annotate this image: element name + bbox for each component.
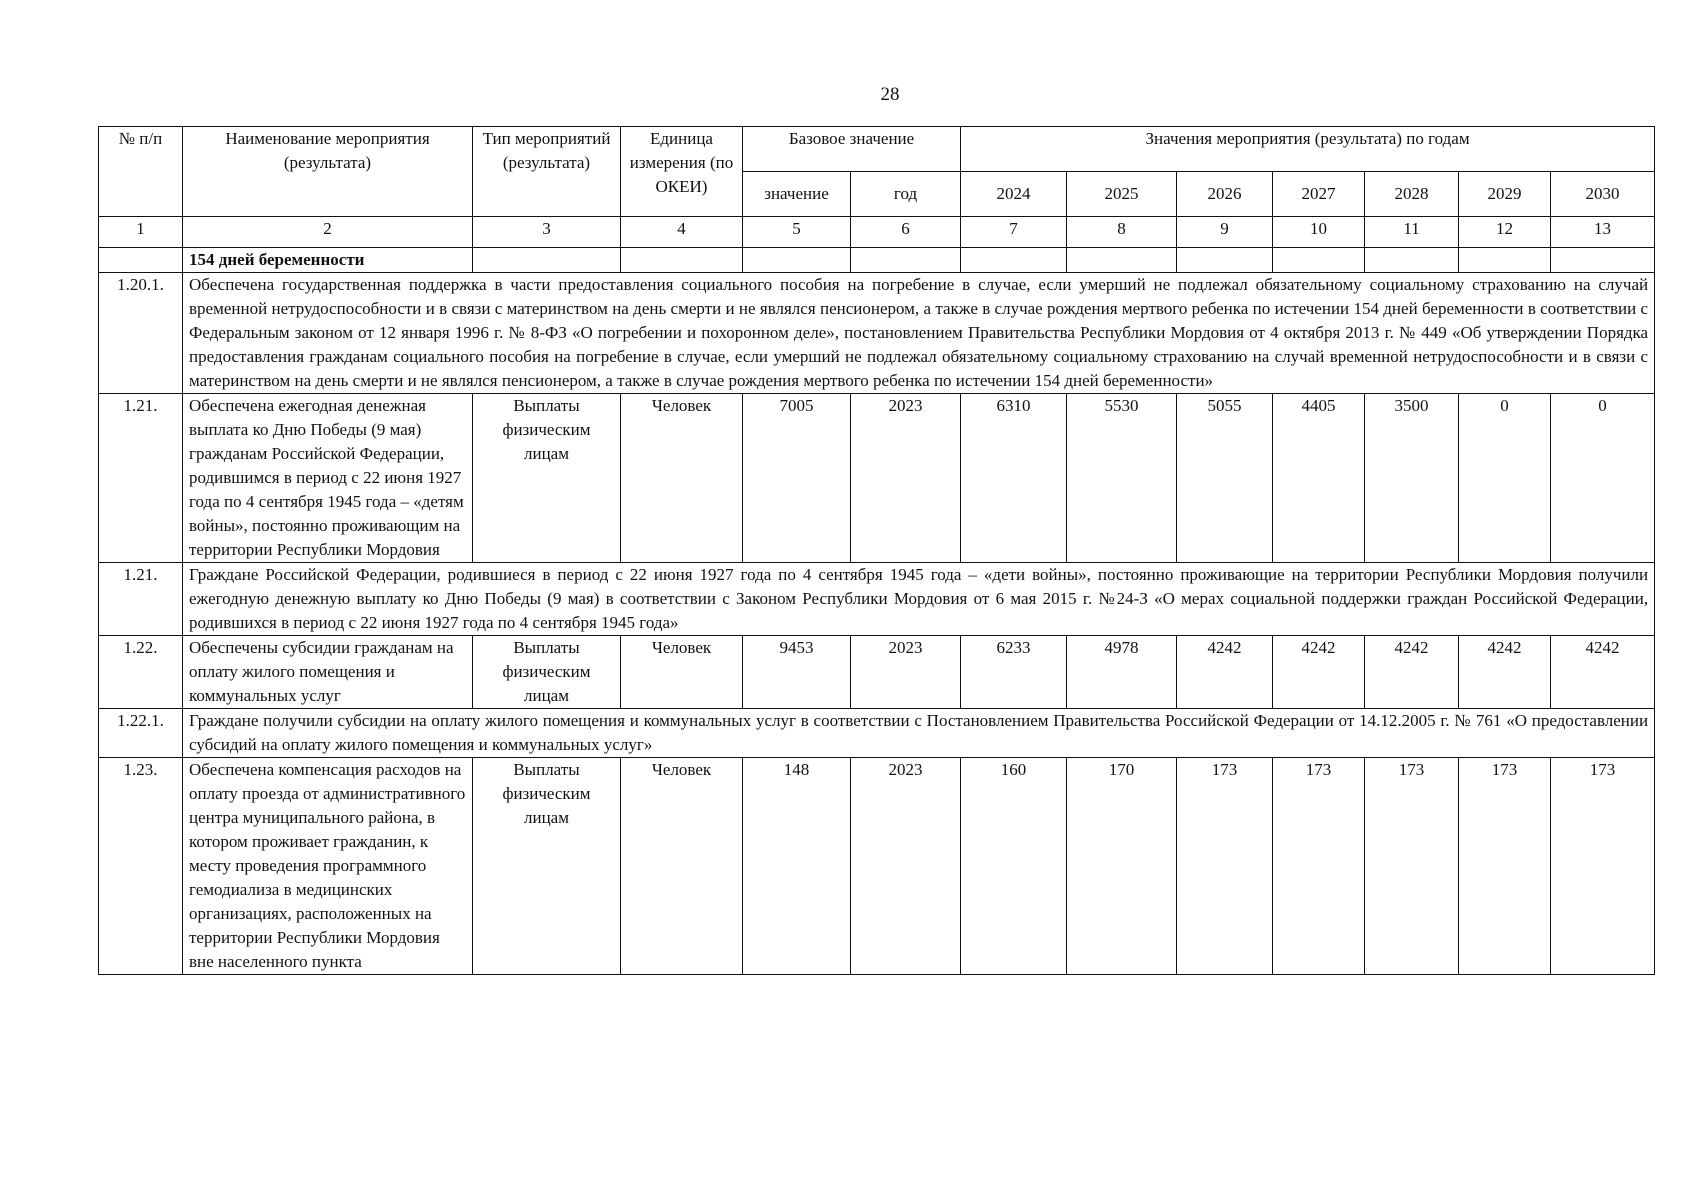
result-description-row xyxy=(99,273,1655,394)
measure-name: Обеспечены субсидии гражданам на оплату жилого помещения и коммунальных услуг xyxy=(183,636,473,709)
measure-type: Выплаты физическим лицам xyxy=(473,394,621,563)
measure-type: Выплаты физическим лицам xyxy=(473,758,621,975)
year-value: 6233 xyxy=(961,636,1067,709)
measures-table xyxy=(98,126,1655,975)
empty-cell xyxy=(473,248,621,273)
base-year: 2023 xyxy=(851,758,961,975)
measure-name: Обеспечена компенсация расходов на оплату проезда от административного центра муниципального района, в котором проживает гражданин, к месту проведения программного гемодиализа в медицинских организациях, расположенных на территории Республики Мордовия вне населенного пункта xyxy=(183,758,473,975)
year-value: 173 xyxy=(1459,758,1551,975)
year-value: 4405 xyxy=(1273,394,1365,563)
year-value: 4242 xyxy=(1551,636,1655,709)
empty-cell xyxy=(1273,248,1365,273)
header-years: Значения мероприятия (результата) по годам xyxy=(961,127,1655,172)
column-number: 12 xyxy=(1459,217,1551,248)
column-number: 13 xyxy=(1551,217,1655,248)
empty-cell xyxy=(1551,248,1655,273)
header-year: 2026 xyxy=(1177,172,1273,217)
measure-name: Обеспечена ежегодная денежная выплата ко Дню Победы (9 мая) гражданам Российской Федерации, родившимся в период с 22 июня 1927 года по 4 сентября 1945 года – «детям войны», постоянно проживающим на территории Республики Мордовия xyxy=(183,394,473,563)
header-num: № п/п xyxy=(99,127,183,217)
column-number: 11 xyxy=(1365,217,1459,248)
year-value: 173 xyxy=(1551,758,1655,975)
header-year: 2025 xyxy=(1067,172,1177,217)
continuation-text: 154 дней беременности xyxy=(183,248,473,273)
year-value: 160 xyxy=(961,758,1067,975)
year-value: 0 xyxy=(1551,394,1655,563)
column-number: 5 xyxy=(743,217,851,248)
year-value: 173 xyxy=(1365,758,1459,975)
result-description-row xyxy=(99,563,1655,636)
empty-cell xyxy=(851,248,961,273)
header-row xyxy=(99,127,1655,172)
header-year: 2027 xyxy=(1273,172,1365,217)
empty-cell xyxy=(1177,248,1273,273)
row-number: 1.23. xyxy=(99,758,183,975)
continuation-row xyxy=(99,248,1655,273)
empty-cell xyxy=(1365,248,1459,273)
column-number: 4 xyxy=(621,217,743,248)
measure-row xyxy=(99,394,1655,563)
column-number: 7 xyxy=(961,217,1067,248)
column-number: 3 xyxy=(473,217,621,248)
header-unit: Единица измерения (по ОКЕИ) xyxy=(621,127,743,217)
base-value: 148 xyxy=(743,758,851,975)
result-description: Граждане получили субсидии на оплату жилого помещения и коммунальных услуг в соответствии с Постановлением Правительства Российской Федерации от 14.12.2005 г. № 761 «О предоставлении субсидий на оплату жилого помещения и коммунальных услуг» xyxy=(183,709,1655,758)
measure-type: Выплаты физическим лицам xyxy=(473,636,621,709)
column-number: 10 xyxy=(1273,217,1365,248)
year-value: 4978 xyxy=(1067,636,1177,709)
year-value: 3500 xyxy=(1365,394,1459,563)
header-name: Наименование мероприятия (результата) xyxy=(183,127,473,217)
empty-cell xyxy=(99,248,183,273)
result-description: Обеспечена государственная поддержка в части предоставления социального пособия на погребение в случае, если умерший не подлежал обязательному социальному страхованию на случай временной нетрудоспособности и в связи с материнством на день смерти и не являлся пенсионером, а также в случае рождения мертвого ребенка по истечении 154 дней беременности в соответствии с Федеральным законом от 12 января 1996 г. № 8-ФЗ «О погребении и похоронном деле», постановлением Правительства Республики Мордовия от 4 октября 2013 г. № 449 «Об утверждении Порядка предоставления гражданам социального пособия на погребение в случае, если умерший не подлежал обязательному социальному страхованию на случай временной нетрудоспособности и в связи с материнством на день смерти и не являлся пенсионером, а также в случае рождения мертвого ребенка по истечении 154 дней беременности» xyxy=(183,273,1655,394)
year-value: 173 xyxy=(1273,758,1365,975)
row-number: 1.22.1. xyxy=(99,709,183,758)
column-number: 2 xyxy=(183,217,473,248)
base-value: 9453 xyxy=(743,636,851,709)
base-year: 2023 xyxy=(851,394,961,563)
year-value: 6310 xyxy=(961,394,1067,563)
header-base-year: год xyxy=(851,172,961,217)
year-value: 173 xyxy=(1177,758,1273,975)
column-number: 1 xyxy=(99,217,183,248)
year-value: 4242 xyxy=(1459,636,1551,709)
year-value: 4242 xyxy=(1273,636,1365,709)
column-number: 9 xyxy=(1177,217,1273,248)
result-description-row xyxy=(99,709,1655,758)
header-year: 2024 xyxy=(961,172,1067,217)
column-number: 6 xyxy=(851,217,961,248)
empty-cell xyxy=(621,248,743,273)
base-year: 2023 xyxy=(851,636,961,709)
measure-unit: Человек xyxy=(621,394,743,563)
header-base: Базовое значение xyxy=(743,127,961,172)
empty-cell xyxy=(743,248,851,273)
year-value: 5055 xyxy=(1177,394,1273,563)
page-number: 28 xyxy=(880,84,900,105)
row-number: 1.22. xyxy=(99,636,183,709)
column-number: 8 xyxy=(1067,217,1177,248)
result-description: Граждане Российской Федерации, родившиеся в период с 22 июня 1927 года по 4 сентября 1945 года – «дети войны», постоянно проживающие на территории Республики Мордовия получили ежегодную денежную выплату ко Дню Победы (9 мая) в соответствии с Законом Республики Мордовия от 6 мая 2015 г. №24-З «О мерах социальной поддержки граждан Российской Федерации, родившихся в период с 22 июня 1927 года по 4 сентября 1945 года» xyxy=(183,563,1655,636)
column-number-row xyxy=(99,217,1655,248)
measure-unit: Человек xyxy=(621,758,743,975)
header-year: 2029 xyxy=(1459,172,1551,217)
measure-row xyxy=(99,636,1655,709)
header-year: 2030 xyxy=(1551,172,1655,217)
empty-cell xyxy=(961,248,1067,273)
header-year: 2028 xyxy=(1365,172,1459,217)
empty-cell xyxy=(1459,248,1551,273)
year-value: 4242 xyxy=(1177,636,1273,709)
row-number: 1.20.1. xyxy=(99,273,183,394)
table-body xyxy=(99,127,1655,975)
header-type: Тип мероприятий (результата) xyxy=(473,127,621,217)
header-base-value: значение xyxy=(743,172,851,217)
base-value: 7005 xyxy=(743,394,851,563)
row-number: 1.21. xyxy=(99,394,183,563)
year-value: 0 xyxy=(1459,394,1551,563)
year-value: 5530 xyxy=(1067,394,1177,563)
empty-cell xyxy=(1067,248,1177,273)
measure-unit: Человек xyxy=(621,636,743,709)
year-value: 4242 xyxy=(1365,636,1459,709)
row-number: 1.21. xyxy=(99,563,183,636)
year-value: 170 xyxy=(1067,758,1177,975)
measure-row xyxy=(99,758,1655,975)
